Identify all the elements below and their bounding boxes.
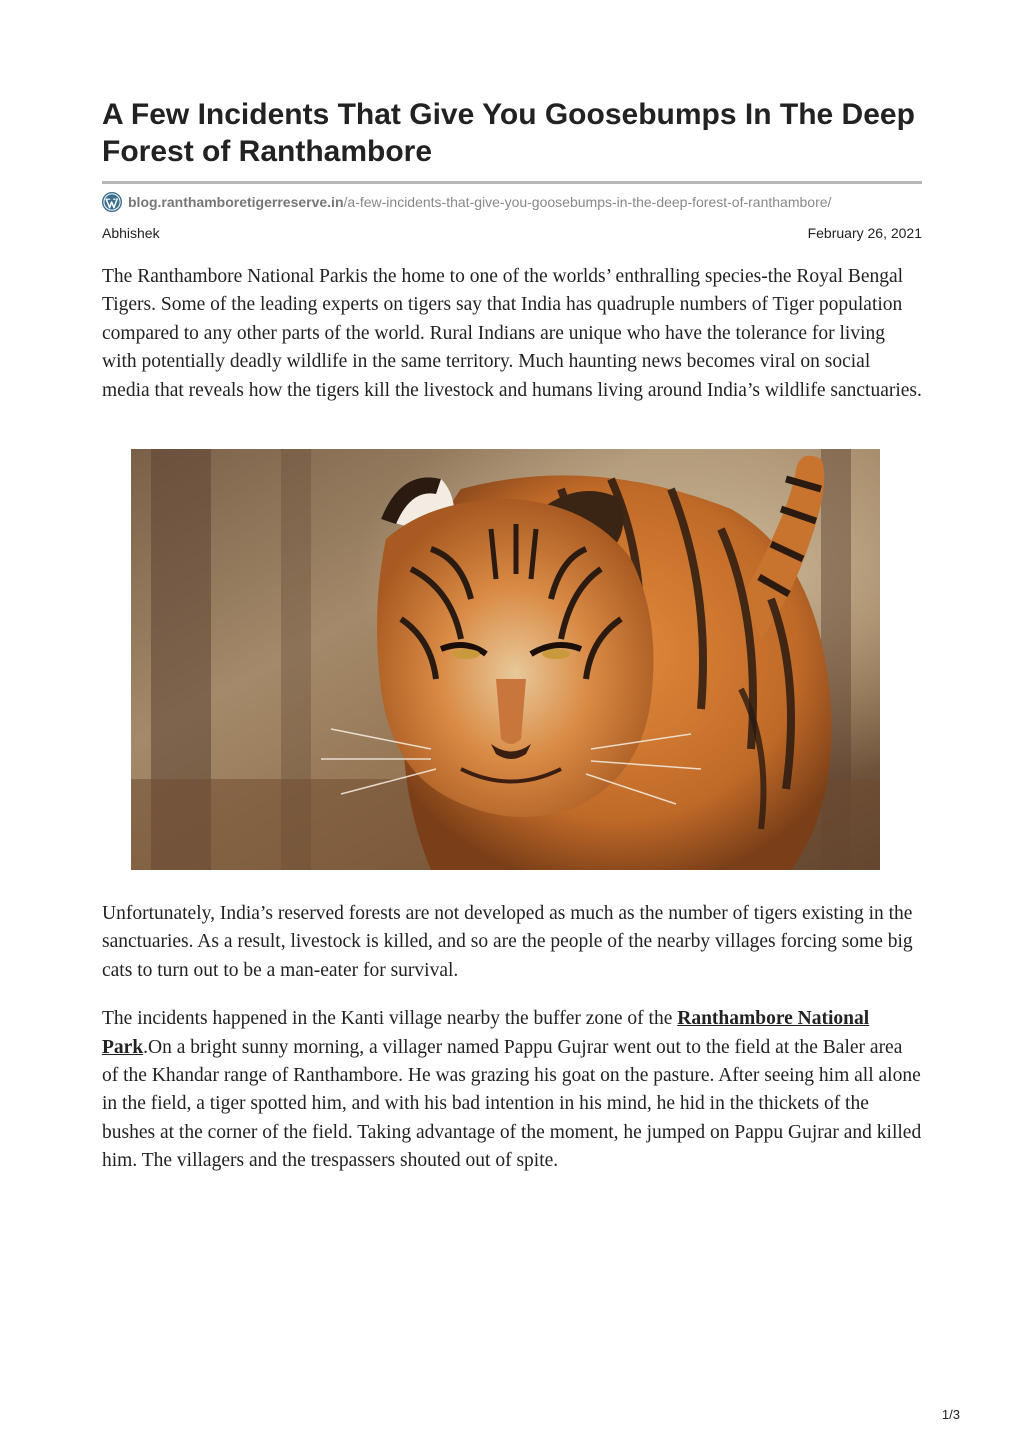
article-title: A Few Incidents That Give You Goosebumps In The Deep Forest of Ranthambore <box>102 96 922 184</box>
wordpress-icon <box>102 192 122 212</box>
paragraph-3-after: .On a bright sunny morning, a villager named Pappu Gujrar went out to the field at the Baler area of the Khandar range of Ranthambore. He was grazing his goat on the pasture. After seeing him all alone in the field, a tiger spotted him, and with his bad intention in his mind, he hid in the thickets of the bushes at the corner of the field. Taking advantage of the moment, he jumped on Pappu Gujrar and killed him. The villagers and the trespassers shouted out of spite. <box>102 1036 922 1172</box>
article-meta <box>102 225 922 241</box>
author: Abhishek <box>102 225 160 241</box>
source-url[interactable] <box>102 192 922 212</box>
page-number: 1/3 <box>941 1407 960 1422</box>
paragraph-3 <box>102 1005 922 1175</box>
paragraph-2: Unfortunately, India’s reserved forests are not developed as much as the number of tigers existing in the sanctuaries. As a result, livestock is killed, and so are the people of the nearby villages forcing some big cats to turn out to be a man-eater for survival. <box>102 903 913 981</box>
article <box>102 96 922 1176</box>
paragraph-3-before: The incidents happened in the Kanti village nearby the buffer zone of the <box>102 1008 678 1030</box>
paragraph-1: The Ranthambore National Parkis the home to one of the worlds’ enthralling species-the Royal Bengal Tigers. Some of the leading experts on tigers say that India has quadruple numbers of Tiger population compared to any other parts of the world. Rural Indians are unique who have the tolerance for living with potentially deadly wildlife in the same territory. Much haunting news becomes viral on social media that reveals how the tigers kill the livestock and humans living around India’s wildlife sanctuaries. <box>102 266 922 401</box>
source-path[interactable]: /a-few-incidents-that-give-you-goosebumps-in-the-deep-forest-of-ranthambore/ <box>343 194 832 210</box>
ranthambore-park-link[interactable]: Ranthambore National Park <box>102 1008 870 1058</box>
publish-date: February 26, 2021 <box>807 225 922 241</box>
tiger-photo <box>131 449 880 870</box>
source-domain[interactable]: blog.ranthamboretigerreserve.in <box>128 194 344 210</box>
